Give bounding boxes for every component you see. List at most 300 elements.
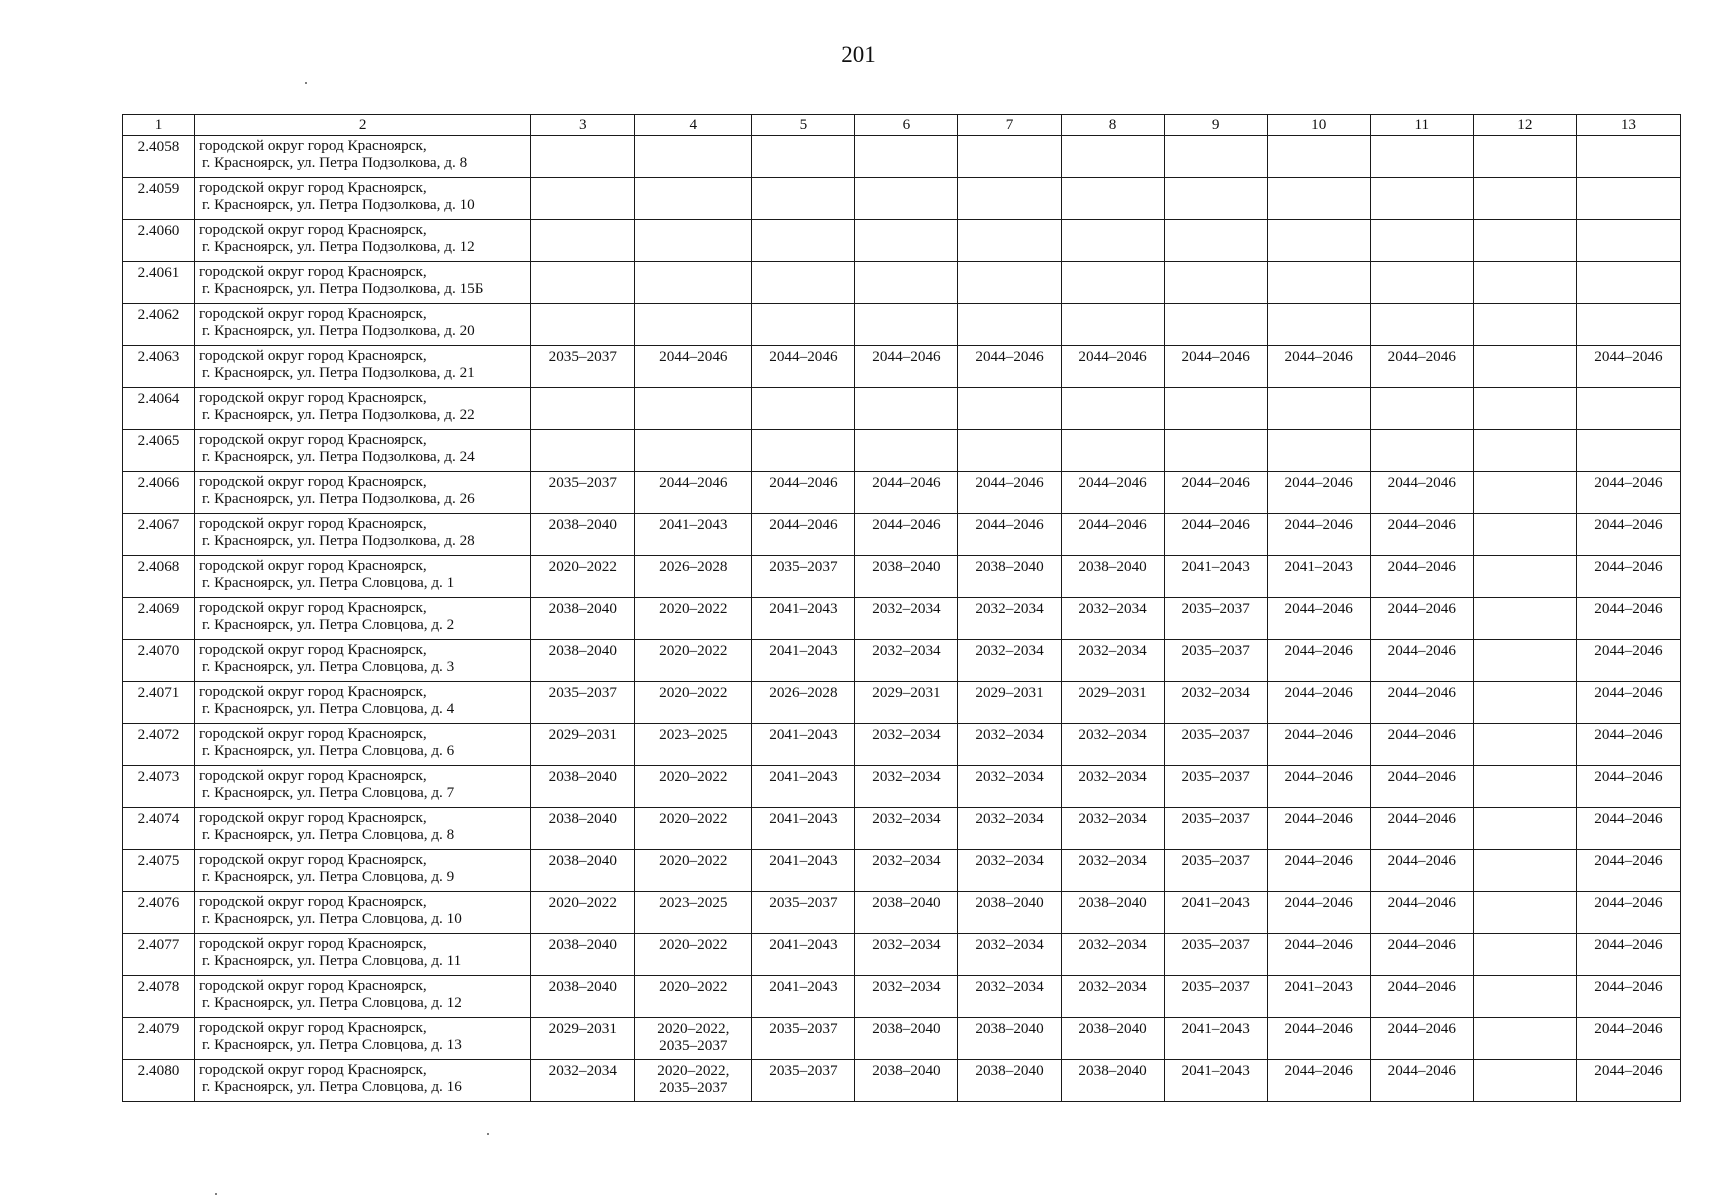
address-line-2: г. Красноярск, ул. Петра Словцова, д. 12 — [202, 994, 462, 1011]
period-cell — [531, 724, 635, 766]
period-cell — [1267, 640, 1370, 682]
period-cell — [1164, 892, 1267, 934]
period-value: 2035–2037 — [548, 474, 617, 491]
address-line-2: г. Красноярск, ул. Петра Словцова, д. 3 — [202, 658, 455, 675]
period-cell — [1061, 724, 1164, 766]
schedule-table — [122, 114, 1681, 1102]
address-cell — [195, 1060, 531, 1102]
period-value: 2038–2040 — [548, 852, 617, 869]
row-number: 2.4071 — [123, 682, 195, 724]
period-cell — [1061, 766, 1164, 808]
column-header: 13 — [1576, 115, 1680, 136]
period-value: 2044–2046 — [1594, 1062, 1663, 1079]
period-value: 2029–2031 — [548, 1020, 617, 1037]
period-cell — [1576, 388, 1680, 430]
period-value: 2044–2046 — [1284, 516, 1353, 533]
period-value: 2044–2046 — [872, 348, 941, 365]
period-cell — [1576, 682, 1680, 724]
period-cell — [1061, 850, 1164, 892]
period-value: 2044–2046 — [1284, 684, 1353, 701]
period-value: 2044–2046 — [1284, 894, 1353, 911]
period-value: 2044–2046 — [1594, 810, 1663, 827]
table-row — [123, 640, 1681, 682]
period-value: 2044–2046 — [975, 474, 1044, 491]
period-cell — [1164, 1018, 1267, 1060]
table-row — [123, 1060, 1681, 1102]
address-line-1: городской округ город Красноярск, — [199, 179, 427, 196]
period-cell — [752, 934, 855, 976]
period-value: 2044–2046 — [1078, 348, 1147, 365]
period-cell — [855, 724, 958, 766]
period-cell — [1267, 934, 1370, 976]
period-cell — [1576, 556, 1680, 598]
period-cell — [635, 514, 752, 556]
period-value: 2032–2034 — [872, 936, 941, 953]
column-header: 2 — [195, 115, 531, 136]
period-value: 2032–2034 — [975, 600, 1044, 617]
table-row — [123, 388, 1681, 430]
period-cell — [1576, 976, 1680, 1018]
period-cell — [752, 430, 855, 472]
address-cell — [195, 892, 531, 934]
address-line-2: г. Красноярск, ул. Петра Словцова, д. 9 — [202, 868, 455, 885]
period-cell — [1267, 178, 1370, 220]
period-value: 2038–2040 — [548, 978, 617, 995]
address-line-2: г. Красноярск, ул. Петра Словцова, д. 1 — [202, 574, 455, 591]
period-value: 2032–2034 — [975, 978, 1044, 995]
column-header: 5 — [752, 115, 855, 136]
period-cell — [1061, 514, 1164, 556]
period-cell — [531, 976, 635, 1018]
period-value: 2035–2037 — [1181, 768, 1250, 785]
period-cell — [1473, 430, 1576, 472]
period-value: 2038–2040 — [975, 558, 1044, 575]
period-cell — [1061, 220, 1164, 262]
period-cell — [855, 136, 958, 178]
period-cell — [635, 766, 752, 808]
period-value: 2041–2043 — [1181, 1062, 1250, 1079]
address-line-1: городской округ город Красноярск, — [199, 305, 427, 322]
period-value: 2032–2034 — [1078, 600, 1147, 617]
period-cell — [1061, 934, 1164, 976]
period-value: 2026–2028 — [659, 558, 728, 575]
period-value: 2032–2034 — [975, 726, 1044, 743]
address-line-2: г. Красноярск, ул. Петра Словцова, д. 2 — [202, 616, 455, 633]
period-value: 2044–2046 — [1387, 474, 1456, 491]
scan-speck — [305, 82, 307, 84]
address-line-2: г. Красноярск, ул. Петра Подзолкова, д. 10 — [202, 196, 475, 213]
period-cell — [1473, 724, 1576, 766]
period-cell — [531, 304, 635, 346]
period-cell — [855, 472, 958, 514]
address-line-2: г. Красноярск, ул. Петра Подзолкова, д. 28 — [202, 532, 475, 549]
period-cell — [635, 850, 752, 892]
period-cell — [958, 556, 1061, 598]
address-line-2: г. Красноярск, ул. Петра Подзолкова, д. 24 — [202, 448, 475, 465]
period-value: 2044–2046 — [1181, 516, 1250, 533]
period-cell — [752, 472, 855, 514]
period-cell — [1473, 934, 1576, 976]
period-cell — [1267, 724, 1370, 766]
period-cell — [752, 976, 855, 1018]
period-cell — [635, 430, 752, 472]
period-cell — [1164, 724, 1267, 766]
period-cell — [1576, 850, 1680, 892]
period-value: 2038–2040 — [975, 1020, 1044, 1037]
period-cell — [958, 598, 1061, 640]
period-cell — [1370, 472, 1473, 514]
period-value: 2044–2046 — [1078, 516, 1147, 533]
period-cell — [1473, 682, 1576, 724]
period-value: 2032–2034 — [872, 600, 941, 617]
period-cell — [1267, 388, 1370, 430]
period-value: 2038–2040 — [872, 558, 941, 575]
period-cell — [752, 388, 855, 430]
period-cell — [752, 808, 855, 850]
period-cell — [1164, 514, 1267, 556]
period-value: 2044–2046 — [975, 348, 1044, 365]
period-cell — [1061, 262, 1164, 304]
row-number: 2.4078 — [123, 976, 195, 1018]
table-row — [123, 304, 1681, 346]
period-cell — [1576, 136, 1680, 178]
address-cell — [195, 934, 531, 976]
period-value: 2035–2037 — [769, 1020, 838, 1037]
period-value: 2035–2037 — [548, 348, 617, 365]
period-cell — [531, 640, 635, 682]
period-cell — [958, 1018, 1061, 1060]
period-cell — [1267, 1018, 1370, 1060]
address-cell — [195, 976, 531, 1018]
table-body — [123, 136, 1681, 1102]
period-cell — [635, 178, 752, 220]
page-number: 201 — [841, 42, 876, 67]
period-value: 2044–2046 — [1387, 726, 1456, 743]
period-cell — [531, 430, 635, 472]
period-cell — [1061, 1018, 1164, 1060]
period-value: 2044–2046 — [1387, 348, 1456, 365]
address-line-1: городской округ город Красноярск, — [199, 809, 427, 826]
address-cell — [195, 640, 531, 682]
period-value: 2041–2043 — [1181, 1020, 1250, 1037]
period-value: 2044–2046 — [659, 348, 728, 365]
period-cell — [1061, 346, 1164, 388]
period-cell — [1576, 430, 1680, 472]
address-cell — [195, 808, 531, 850]
period-cell — [1576, 220, 1680, 262]
period-value: 2044–2046 — [1594, 726, 1663, 743]
period-cell — [1267, 766, 1370, 808]
period-cell — [635, 262, 752, 304]
period-cell — [635, 682, 752, 724]
period-cell — [752, 346, 855, 388]
scan-speck — [487, 1133, 489, 1135]
address-line-2: г. Красноярск, ул. Петра Подзолкова, д. 21 — [202, 364, 475, 381]
period-cell — [1164, 178, 1267, 220]
period-cell — [1164, 472, 1267, 514]
period-cell — [958, 808, 1061, 850]
period-value: 2029–2031 — [975, 684, 1044, 701]
period-value: 2038–2040 — [872, 894, 941, 911]
period-value: 2044–2046 — [1594, 978, 1663, 995]
period-value: 2032–2034 — [872, 726, 941, 743]
address-line-1: городской округ город Красноярск, — [199, 557, 427, 574]
period-cell — [1267, 892, 1370, 934]
period-cell — [531, 514, 635, 556]
period-cell — [1473, 388, 1576, 430]
address-line-1: городской округ город Красноярск, — [199, 683, 427, 700]
period-cell — [1164, 682, 1267, 724]
row-number: 2.4065 — [123, 430, 195, 472]
period-cell — [752, 136, 855, 178]
period-cell — [958, 346, 1061, 388]
period-value: 2032–2034 — [1078, 852, 1147, 869]
period-cell — [958, 514, 1061, 556]
period-value: 2044–2046 — [1387, 600, 1456, 617]
period-cell — [855, 514, 958, 556]
period-value: 2044–2046 — [1284, 348, 1353, 365]
period-cell — [1164, 304, 1267, 346]
period-cell — [1576, 346, 1680, 388]
period-value: 2041–2043 — [1284, 558, 1353, 575]
address-line-1: городской округ город Красноярск, — [199, 389, 427, 406]
address-line-1: городской округ город Красноярск, — [199, 221, 427, 238]
row-number: 2.4073 — [123, 766, 195, 808]
period-cell — [531, 262, 635, 304]
table-row — [123, 766, 1681, 808]
table-row — [123, 850, 1681, 892]
period-value: 2044–2046 — [1594, 1020, 1663, 1037]
period-value: 2038–2040 — [548, 936, 617, 953]
address-cell — [195, 346, 531, 388]
period-value: 2035–2037 — [1181, 810, 1250, 827]
period-cell — [1473, 640, 1576, 682]
period-cell — [1267, 262, 1370, 304]
period-value: 2035–2037 — [1181, 726, 1250, 743]
period-cell — [635, 388, 752, 430]
period-cell — [1267, 430, 1370, 472]
period-value: 2044–2046 — [1284, 810, 1353, 827]
column-header: 11 — [1370, 115, 1473, 136]
period-cell — [855, 934, 958, 976]
period-cell — [1267, 556, 1370, 598]
row-number: 2.4072 — [123, 724, 195, 766]
period-cell — [1370, 304, 1473, 346]
period-cell — [1267, 808, 1370, 850]
period-cell — [1370, 388, 1473, 430]
period-cell — [1267, 850, 1370, 892]
period-cell — [1370, 1060, 1473, 1102]
period-cell — [531, 1018, 635, 1060]
period-value: 2044–2046 — [769, 516, 838, 533]
column-header: 10 — [1267, 115, 1370, 136]
period-value: 2044–2046 — [1387, 768, 1456, 785]
period-cell — [1370, 766, 1473, 808]
period-cell — [752, 640, 855, 682]
period-cell — [1473, 976, 1576, 1018]
period-cell — [1576, 598, 1680, 640]
period-cell — [531, 346, 635, 388]
period-cell — [1061, 640, 1164, 682]
period-value: 2032–2034 — [1078, 642, 1147, 659]
period-cell — [855, 388, 958, 430]
period-cell — [752, 892, 855, 934]
period-value: 2041–2043 — [769, 936, 838, 953]
period-cell — [1061, 682, 1164, 724]
period-value: 2032–2034 — [1078, 768, 1147, 785]
address-cell — [195, 682, 531, 724]
period-value: 2020–2022 — [659, 768, 728, 785]
address-line-2: г. Красноярск, ул. Петра Словцова, д. 16 — [202, 1078, 462, 1095]
period-value: 2041–2043 — [769, 726, 838, 743]
period-cell — [1576, 304, 1680, 346]
row-number: 2.4076 — [123, 892, 195, 934]
period-value: 2032–2034 — [872, 642, 941, 659]
period-cell — [855, 220, 958, 262]
period-cell — [958, 724, 1061, 766]
row-number: 2.4060 — [123, 220, 195, 262]
period-cell — [1164, 934, 1267, 976]
table-row — [123, 724, 1681, 766]
period-value: 2044–2046 — [1181, 348, 1250, 365]
row-number: 2.4075 — [123, 850, 195, 892]
scan-speck — [215, 1193, 217, 1195]
period-cell — [855, 976, 958, 1018]
address-line-1: городской округ город Красноярск, — [199, 767, 427, 784]
period-cell — [531, 766, 635, 808]
period-cell — [635, 640, 752, 682]
period-cell — [531, 934, 635, 976]
period-cell — [1061, 556, 1164, 598]
period-cell — [855, 892, 958, 934]
period-value: 2032–2034 — [872, 978, 941, 995]
period-value: 2032–2034 — [872, 810, 941, 827]
period-value: 2044–2046 — [1594, 474, 1663, 491]
row-number: 2.4077 — [123, 934, 195, 976]
period-value: 2020–2022 — [659, 852, 728, 869]
period-cell — [855, 1018, 958, 1060]
period-value: 2044–2046 — [1284, 642, 1353, 659]
period-cell — [1267, 514, 1370, 556]
period-value: 2044–2046 — [1284, 768, 1353, 785]
table-row — [123, 220, 1681, 262]
address-line-2: г. Красноярск, ул. Петра Словцова, д. 13 — [202, 1036, 462, 1053]
period-cell — [958, 388, 1061, 430]
period-cell — [1267, 220, 1370, 262]
period-value: 2020–2022 — [548, 558, 617, 575]
period-value: 2044–2046 — [1387, 978, 1456, 995]
period-value: 2038–2040 — [872, 1020, 941, 1037]
period-value: 2044–2046 — [1387, 1062, 1456, 1079]
period-cell — [958, 472, 1061, 514]
period-value: 2032–2034 — [1078, 978, 1147, 995]
period-value: 2038–2040 — [975, 1062, 1044, 1079]
address-cell — [195, 304, 531, 346]
period-cell — [1370, 682, 1473, 724]
period-cell — [958, 766, 1061, 808]
period-cell — [958, 682, 1061, 724]
period-cell — [1164, 598, 1267, 640]
period-cell — [1473, 1018, 1576, 1060]
column-header: 9 — [1164, 115, 1267, 136]
period-value: 2020–2022, 2035–2037 — [657, 1020, 730, 1054]
row-number: 2.4064 — [123, 388, 195, 430]
period-cell — [752, 1018, 855, 1060]
period-cell — [752, 850, 855, 892]
period-cell — [635, 808, 752, 850]
address-cell — [195, 220, 531, 262]
period-cell — [1061, 976, 1164, 1018]
table-row — [123, 178, 1681, 220]
period-value: 2035–2037 — [769, 1062, 838, 1079]
period-value: 2041–2043 — [1284, 978, 1353, 995]
address-cell — [195, 388, 531, 430]
period-cell — [1061, 472, 1164, 514]
period-cell — [1370, 178, 1473, 220]
period-cell — [1164, 976, 1267, 1018]
column-header: 8 — [1061, 115, 1164, 136]
period-cell — [531, 220, 635, 262]
period-value: 2044–2046 — [872, 516, 941, 533]
period-cell — [1473, 556, 1576, 598]
table-row — [123, 682, 1681, 724]
period-cell — [1576, 262, 1680, 304]
row-number: 2.4058 — [123, 136, 195, 178]
period-cell — [635, 598, 752, 640]
address-line-2: г. Красноярск, ул. Петра Словцова, д. 11 — [202, 952, 462, 969]
period-cell — [635, 346, 752, 388]
period-cell — [958, 178, 1061, 220]
table-row — [123, 136, 1681, 178]
period-cell — [1473, 304, 1576, 346]
period-cell — [752, 724, 855, 766]
address-line-2: г. Красноярск, ул. Петра Подзолкова, д. 15Б — [202, 280, 484, 297]
period-value: 2041–2043 — [1181, 558, 1250, 575]
address-line-1: городской округ город Красноярск, — [199, 851, 427, 868]
period-cell — [1061, 1060, 1164, 1102]
table-row — [123, 472, 1681, 514]
period-cell — [752, 682, 855, 724]
period-cell — [855, 262, 958, 304]
address-line-1: городской округ город Красноярск, — [199, 263, 427, 280]
period-value: 2044–2046 — [1181, 474, 1250, 491]
period-value: 2026–2028 — [769, 684, 838, 701]
period-value: 2038–2040 — [1078, 894, 1147, 911]
period-cell — [1370, 892, 1473, 934]
period-cell — [752, 766, 855, 808]
address-line-2: г. Красноярск, ул. Петра Словцова, д. 8 — [202, 826, 455, 843]
period-value: 2038–2040 — [548, 810, 617, 827]
address-line-2: г. Красноярск, ул. Петра Словцова, д. 6 — [202, 742, 455, 759]
address-cell — [195, 430, 531, 472]
period-cell — [1576, 640, 1680, 682]
period-cell — [635, 976, 752, 1018]
period-cell — [1370, 346, 1473, 388]
period-value: 2038–2040 — [1078, 1020, 1147, 1037]
period-value: 2044–2046 — [1594, 936, 1663, 953]
header-row — [123, 115, 1681, 136]
period-value: 2044–2046 — [769, 474, 838, 491]
period-cell — [1061, 598, 1164, 640]
period-cell — [1370, 934, 1473, 976]
period-value: 2041–2043 — [769, 978, 838, 995]
period-value: 2032–2034 — [1078, 726, 1147, 743]
period-value: 2038–2040 — [1078, 1062, 1147, 1079]
row-number: 2.4080 — [123, 1060, 195, 1102]
period-value: 2044–2046 — [1284, 852, 1353, 869]
period-cell — [531, 472, 635, 514]
period-value: 2044–2046 — [1387, 852, 1456, 869]
